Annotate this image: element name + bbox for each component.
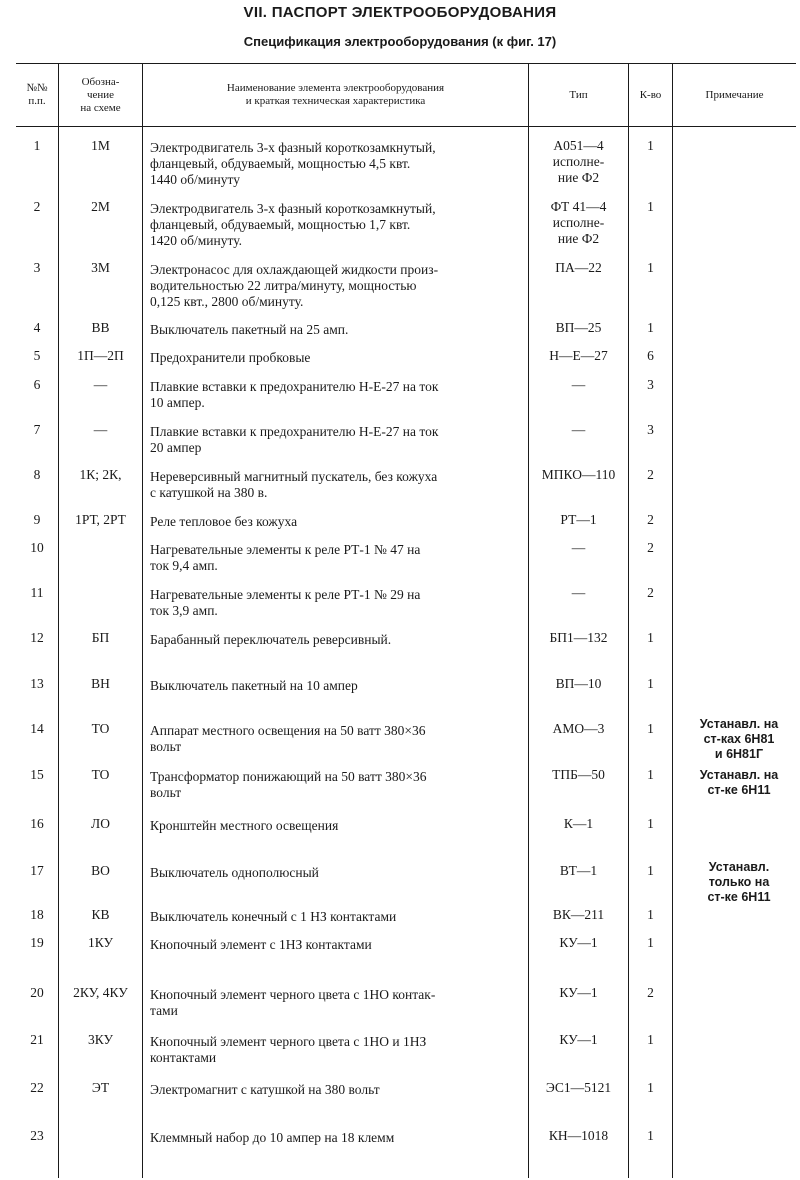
row-designation: БП [91,630,110,645]
row-qty: 1 [647,676,654,691]
row-num: 3 [33,260,41,275]
row-designation: 2КУ, 4КУ [73,985,128,1000]
row-num: 6 [33,377,41,392]
row-qty: 1 [647,816,654,831]
note-rows-17-18: Устанавл. только на ст-ке 6Н11 [707,860,771,904]
row-qty: 1 [647,907,654,922]
row-qty: 1 [647,721,654,736]
row-designation: ТО [91,721,110,736]
row-num: 2 [33,199,41,214]
row-type: — [571,377,586,392]
header-qty: К-во [639,88,662,101]
page-title: VII. ПАСПОРТ ЭЛЕКТРООБОРУДОВАНИЯ [243,4,557,21]
row-qty: 2 [647,540,654,555]
row-qty: 1 [647,1080,654,1095]
row-name: Электродвигатель 3-х фазный короткозамкнутый, фланцевый, обдуваемый, мощностью 1,7 квт. 1420 об/минуту. [150,201,436,248]
row-type: Н—Е—27 [549,348,608,363]
row-name: Кнопочный элемент черного цвета с 1НО контак- тами [150,987,436,1018]
row-name: Выключатель конечный с 1 НЗ контактами [150,909,397,924]
row-type: ВТ—1 [559,863,598,878]
row-num: 18 [30,907,44,922]
row-name: Нагревательные элементы к реле РТ-1 № 29 на ток 3,9 амп. [150,587,421,618]
row-num: 7 [33,422,41,437]
row-name: Предохранители пробковые [150,350,311,365]
row-designation: ЭТ [91,1080,110,1095]
row-designation: КВ [91,907,110,922]
row-num: 12 [30,630,44,645]
row-type: КУ—1 [559,1032,598,1047]
row-name: Нагревательные элементы к реле РТ-1 № 47 на ток 9,4 амп. [150,542,421,573]
row-type: — [571,540,586,555]
header-note: Примечание [705,88,764,101]
row-qty: 3 [647,377,654,392]
row-name: Плавкие вставки к предохранителю Н-Е-27 на ток 20 ампер [150,424,439,455]
row-type: ВП—10 [555,676,602,691]
row-type: МПКО—110 [541,467,616,482]
row-qty: 2 [647,985,654,1000]
header-name: Наименование элемента электрооборудования и краткая техническая характеристика [226,82,445,107]
row-type: ПА—22 [555,260,602,275]
row-qty: 1 [647,1032,654,1047]
row-designation: 3М [91,260,110,275]
row-name: Кнопочный элемент черного цвета с 1НО и 1НЗ контактами [150,1034,427,1065]
column-divider [58,64,59,1178]
note-rows-14: Устанавл. на ст-ках 6Н81 и 6Н81Г [699,717,779,761]
header-type: Тип [569,88,588,101]
header-num: №№ п.п. [26,82,48,107]
row-qty: 1 [647,138,654,153]
row-num: 9 [33,512,41,527]
row-type: АМО—3 [552,721,605,736]
row-type: БП1—132 [549,630,608,645]
row-designation: ВО [91,863,110,878]
row-designation: 1КУ [87,935,114,950]
row-type: РТ—1 [560,512,597,527]
row-type: ЭС1—5121 [545,1080,612,1095]
row-name: Выключатель пакетный на 25 амп. [150,322,349,337]
row-designation: ТО [91,767,110,782]
row-name: Барабанный переключатель реверсивный. [150,632,392,647]
row-designation: 1К; 2К, [79,467,122,482]
row-type: — [571,585,586,600]
row-type: ТПБ—50 [552,767,605,782]
row-qty: 2 [647,467,654,482]
row-qty: 1 [647,199,654,214]
row-num: 23 [30,1128,44,1143]
note-row-15: Устанавл. на ст-ке 6Н11 [699,768,779,797]
row-name: Кронштейн местного освещения [150,818,339,833]
row-num: 1 [33,138,41,153]
row-type: КУ—1 [559,985,598,1000]
row-type: ФТ 41—4 исполне- ние Ф2 [550,199,607,246]
row-num: 17 [30,863,44,878]
row-qty: 2 [647,512,654,527]
row-name: Трансформатор понижающий на 50 ватт 380×36 вольт [150,769,427,800]
row-type: — [571,422,586,437]
row-name: Плавкие вставки к предохранителю Н-Е-27 на ток 10 ампер. [150,379,439,410]
row-name: Электромагнит с катушкой на 380 вольт [150,1082,380,1097]
row-num: 16 [30,816,44,831]
header-bottom-rule [16,126,796,127]
row-designation: 1П—2П [77,348,124,363]
header-designation: Обозна- чение на схеме [80,75,121,114]
row-qty: 1 [647,260,654,275]
row-designation: 3КУ [87,1032,114,1047]
row-name: Выключатель однополюсный [150,865,319,880]
row-qty: 6 [647,348,654,363]
row-type: К—1 [563,816,594,831]
row-designation: — [93,377,108,392]
column-divider [142,64,143,1178]
row-designation: 2М [91,199,110,214]
row-designation: 1М [91,138,110,153]
row-qty: 1 [647,630,654,645]
row-designation: 1РТ, 2РТ [75,512,126,527]
row-name: Аппарат местного освещения на 50 ватт 380×36 вольт [150,723,426,754]
row-name: Выключатель пакетный на 10 ампер [150,678,358,693]
table-subtitle: Спецификация электрооборудования (к фиг. 17) [243,34,557,49]
row-designation: ЛО [91,816,110,831]
row-type: КУ—1 [559,935,598,950]
row-name: Нереверсивный магнитный пускатель, без кожуха с катушкой на 380 в. [150,469,438,500]
row-name: Электронасос для охлаждающей жидкости произ- водительностью 22 литра/минуту, мощностью 0,125 квт., 2800 об/минуту. [150,262,439,309]
row-type: КН—1018 [548,1128,609,1143]
row-num: 21 [30,1032,44,1047]
row-num: 11 [30,585,44,600]
row-type: ВК—211 [552,907,605,922]
row-num: 10 [30,540,44,555]
row-num: 15 [30,767,44,782]
row-qty: 1 [647,863,654,878]
row-name: Клеммный набор до 10 ампер на 18 клемм [150,1130,395,1145]
row-num: 8 [33,467,41,482]
row-num: 5 [33,348,41,363]
row-num: 20 [30,985,44,1000]
row-num: 22 [30,1080,44,1095]
column-divider [628,64,629,1178]
row-qty: 1 [647,320,654,335]
row-qty: 1 [647,935,654,950]
row-type: А051—4 исполне- ние Ф2 [552,138,605,185]
row-type: ВП—25 [555,320,602,335]
row-num: 19 [30,935,44,950]
row-qty: 2 [647,585,654,600]
row-num: 4 [33,320,41,335]
column-divider [672,64,673,1178]
row-designation: — [93,422,108,437]
row-designation: ВН [91,676,110,691]
row-qty: 1 [647,1128,654,1143]
row-designation: ВВ [91,320,110,335]
row-name: Реле тепловое без кожуха [150,514,298,529]
row-num: 13 [30,676,44,691]
row-qty: 3 [647,422,654,437]
row-name: Электродвигатель 3-х фазный короткозамкнутый, фланцевый, обдуваемый, мощностью 4,5 квт. 1440 об/минуту [150,140,436,187]
row-name: Кнопочный элемент с 1НЗ контактами [150,937,372,952]
row-num: 14 [30,721,44,736]
row-qty: 1 [647,767,654,782]
